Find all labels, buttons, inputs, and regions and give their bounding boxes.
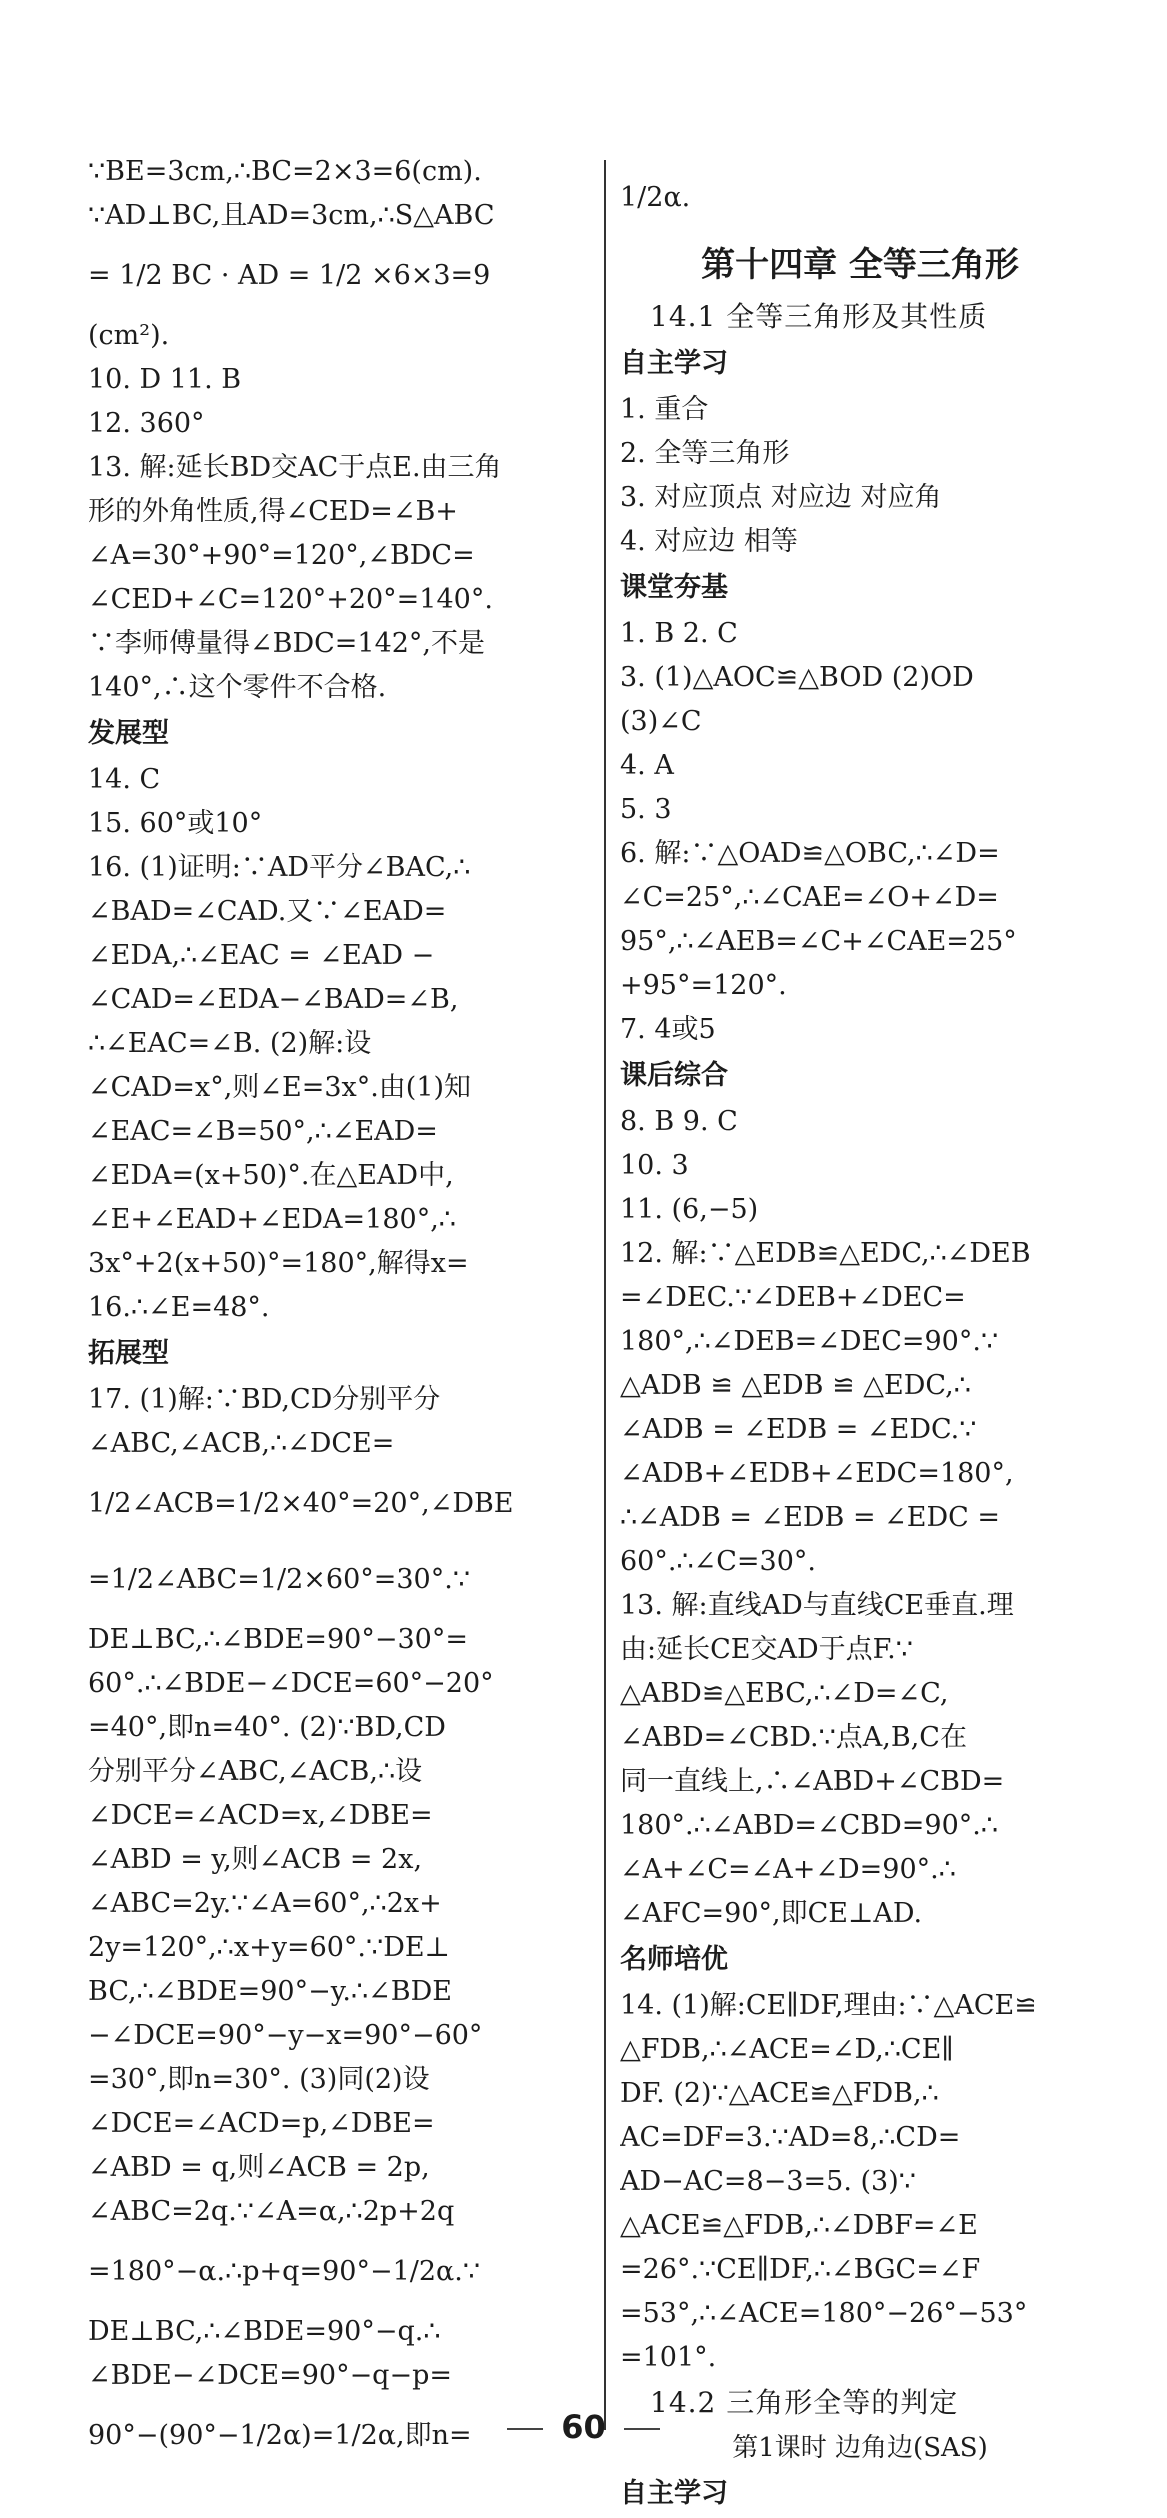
answer-line: =40°,即n=40°. (2)∵BD,CD xyxy=(88,1712,446,1743)
subsection-title: 14.1 全等三角形及其性质 xyxy=(650,300,988,333)
answer-line: 10. D 11. B xyxy=(88,364,242,395)
answer-line: 3. 对应顶点 对应边 对应角 xyxy=(620,482,942,513)
answer-line: ∠ABC=2q.∵∠A=α,∴2p+2q xyxy=(88,2196,455,2227)
answer-line: AC=DF=3.∵AD=8,∴CD= xyxy=(620,2122,961,2153)
answer-line: 4. 对应边 相等 xyxy=(620,526,798,557)
answer-line: AD−AC=8−3=5. (3)∵ xyxy=(620,2166,916,2197)
section-heading: 发展型 xyxy=(88,718,169,749)
answer-line: 同一直线上,∴∠ABD+∠CBD= xyxy=(620,1766,1005,1797)
answer-line: ∠ABC,∠ACB,∴∠DCE= xyxy=(88,1428,395,1459)
answer-line: 形的外角性质,得∠CED=∠B+ xyxy=(88,496,458,527)
answer-line: 5. 3 xyxy=(620,794,672,825)
answer-line: −∠DCE=90°−y−x=90°−60° xyxy=(88,2020,483,2051)
answer-line: 12. 解:∵△EDB≌△EDC,∴∠DEB xyxy=(620,1238,1031,1269)
answer-line: ∠ABC=2y.∵∠A=60°,∴2x+ xyxy=(88,1888,442,1919)
answer-line: 13. 解:延长BD交AC于点E.由三角 xyxy=(88,452,502,483)
answer-line: 180°,∴∠DEB=∠DEC=90°.∵ xyxy=(620,1326,999,1357)
answer-line: DE⊥BC,∴∠BDE=90°−q.∴ xyxy=(88,2316,441,2347)
section-heading: 拓展型 xyxy=(88,1338,169,1369)
section-heading: 名师培优 xyxy=(620,1944,728,1975)
answer-line: 1. B 2. C xyxy=(620,618,738,649)
answer-line: 60°.∴∠C=30°. xyxy=(620,1546,816,1577)
answer-line: ∠DCE=∠ACD=p,∠DBE= xyxy=(88,2108,435,2139)
answer-line: 15. 60°或10° xyxy=(88,808,263,839)
answer-line: 16.∴∠E=48°. xyxy=(88,1292,270,1323)
answer-line: ∠A=30°+90°=120°,∠BDC= xyxy=(88,540,475,571)
answer-line: ∠EAC=∠B=50°,∴∠EAD= xyxy=(88,1116,438,1147)
answer-line: △ACE≌△FDB,∴∠DBF=∠E xyxy=(620,2210,978,2241)
answer-line: 3x°+2(x+50)°=180°,解得x= xyxy=(88,1248,469,1279)
answer-line: 14. (1)解:CE∥DF,理由:∵△ACE≌ xyxy=(620,1990,1037,2021)
answer-line: ∠EDA=(x+50)°.在△EAD中, xyxy=(88,1160,454,1191)
answer-line: ∠CED+∠C=120°+20°=140°. xyxy=(88,584,493,615)
answer-line: (3)∠C xyxy=(620,706,702,737)
answer-line: 11. (6,−5) xyxy=(620,1194,759,1225)
answer-line: 17. (1)解:∵BD,CD分别平分 xyxy=(88,1384,441,1415)
answer-line: DF. (2)∵△ACE≌△FDB,∴ xyxy=(620,2078,939,2109)
footer-dash-left xyxy=(507,2428,543,2430)
answer-line: 14. C xyxy=(88,764,161,795)
lesson-title: 第1课时 边角边(SAS) xyxy=(732,2433,988,2463)
answer-line: 6. 解:∵△OAD≌△OBC,∴∠D= xyxy=(620,838,1000,869)
answer-line: DE⊥BC,∴∠BDE=90°−30°= xyxy=(88,1624,468,1655)
answer-line: =1/2∠ABC=1/2×60°=30°.∵ xyxy=(88,1564,470,1595)
page-number: 60 xyxy=(561,2408,606,2446)
answer-line: =53°,∴∠ACE=180°−26°−53° xyxy=(620,2298,1028,2329)
answer-line: ∴∠EAC=∠B. (2)解:设 xyxy=(88,1028,372,1059)
answer-line: 90°−(90°−1/2α)=1/2α,即n= xyxy=(88,2420,472,2451)
section-heading: 课堂夯基 xyxy=(620,572,728,603)
answer-line: 2y=120°,∴x+y=60°.∵DE⊥ xyxy=(88,1932,450,1963)
answer-line: 1. 重合 xyxy=(620,394,709,425)
answer-line: 由:延长CE交AD于点F.∵ xyxy=(620,1634,913,1665)
answer-line: 180°.∴∠ABD=∠CBD=90°.∴ xyxy=(620,1810,999,1841)
answer-line: ∠ADB = ∠EDB = ∠EDC.∵ xyxy=(620,1414,977,1445)
answer-line: ∠EDA,∴∠EAC = ∠EAD − xyxy=(88,940,435,971)
answer-line: (cm²). xyxy=(88,320,170,351)
column-divider xyxy=(604,160,606,2430)
answer-line: 140°,∴这个零件不合格. xyxy=(88,672,387,703)
answer-line: 12. 360° xyxy=(88,408,205,439)
answer-line: ∵李师傅量得∠BDC=142°,不是 xyxy=(88,628,486,659)
answer-line: ∠C=25°,∴∠CAE=∠O+∠D= xyxy=(620,882,999,913)
answer-line: +95°=120°. xyxy=(620,970,787,1001)
section-heading: 自主学习 xyxy=(620,348,728,379)
answer-line: ∠AFC=90°,即CE⊥AD. xyxy=(620,1898,923,1929)
answer-line: 60°.∴∠BDE−∠DCE=60°−20° xyxy=(88,1668,494,1699)
answer-line: 2. 全等三角形 xyxy=(620,438,790,469)
answer-line: ∵BE=3cm,∴BC=2×3=6(cm). xyxy=(88,156,482,187)
section-heading: 课后综合 xyxy=(620,1060,728,1091)
answer-line: 7. 4或5 xyxy=(620,1014,716,1045)
page-footer xyxy=(0,2408,1167,2446)
answer-line: ∠ADB+∠EDB+∠EDC=180°, xyxy=(620,1458,1014,1489)
subsection-title: 14.2 三角形全等的判定 xyxy=(650,2386,959,2419)
section-heading: 自主学习 xyxy=(620,2478,728,2509)
answer-line: ∠A+∠C=∠A+∠D=90°.∴ xyxy=(620,1854,956,1885)
answer-line: △FDB,∴∠ACE=∠D,∴CE∥ xyxy=(620,2034,954,2065)
answer-line: 1/2∠ACB=1/2×40°=20°,∠DBE xyxy=(88,1488,514,1519)
answer-line: ∠ABD = y,则∠ACB = 2x, xyxy=(88,1844,423,1875)
answer-line: ∠DCE=∠ACD=x,∠DBE= xyxy=(88,1800,433,1831)
answer-line: 1/2α. xyxy=(620,182,691,213)
answer-line: △ADB ≌ △EDB ≌ △EDC,∴ xyxy=(620,1370,971,1401)
answer-line: =∠DEC.∵∠DEB+∠DEC= xyxy=(620,1282,966,1313)
answer-line: ∠CAD=x°,则∠E=3x°.由(1)知 xyxy=(88,1072,472,1103)
footer-dash-right xyxy=(624,2428,660,2430)
answer-line: 10. 3 xyxy=(620,1150,689,1181)
answer-line: 4. A xyxy=(620,750,674,781)
left-column xyxy=(88,150,590,2474)
answer-line: 95°,∴∠AEB=∠C+∠CAE=25° xyxy=(620,926,1017,957)
answer-line: 分别平分∠ABC,∠ACB,∴设 xyxy=(88,1756,423,1787)
answer-line: ∠ABD=∠CBD.∵点A,B,C在 xyxy=(620,1722,967,1753)
answer-line: BC,∴∠BDE=90°−y.∴∠BDE xyxy=(88,1976,452,2007)
answer-line: = 1/2 BC · AD = 1/2 ×6×3=9 xyxy=(88,260,491,291)
chapter-title: 第十四章 全等三角形 xyxy=(701,245,1019,285)
answer-line: △ABD≌△EBC,∴∠D=∠C, xyxy=(620,1678,949,1709)
answer-line: =26°.∵CE∥DF,∴∠BGC=∠F xyxy=(620,2254,981,2285)
answer-line: ∠BDE−∠DCE=90°−q−p= xyxy=(88,2360,452,2391)
answer-line: ∠BAD=∠CAD.又∵∠EAD= xyxy=(88,896,447,927)
answer-line: ∴∠ADB = ∠EDB = ∠EDC = xyxy=(620,1502,1001,1533)
answer-line: ∠E+∠EAD+∠EDA=180°,∴ xyxy=(88,1204,456,1235)
right-column xyxy=(620,160,1100,2518)
answer-line: 3. (1)△AOC≌△BOD (2)OD xyxy=(620,662,974,693)
answer-line: ∠CAD=∠EDA−∠BAD=∠B, xyxy=(88,984,459,1015)
answer-line: 8. B 9. C xyxy=(620,1106,738,1137)
answer-line: ∵AD⊥BC,且AD=3cm,∴S△ABC xyxy=(88,200,495,231)
answer-line: =30°,即n=30°. (3)同(2)设 xyxy=(88,2064,430,2095)
answer-line: =101°. xyxy=(620,2342,717,2373)
answer-line: 13. 解:直线AD与直线CE垂直.理 xyxy=(620,1590,1014,1621)
answer-line: =180°−α.∴p+q=90°−1/2α.∵ xyxy=(88,2256,481,2287)
answer-line: ∠ABD = q,则∠ACB = 2p, xyxy=(88,2152,430,2183)
answer-line: 16. (1)证明:∵AD平分∠BAC,∴ xyxy=(88,852,471,883)
